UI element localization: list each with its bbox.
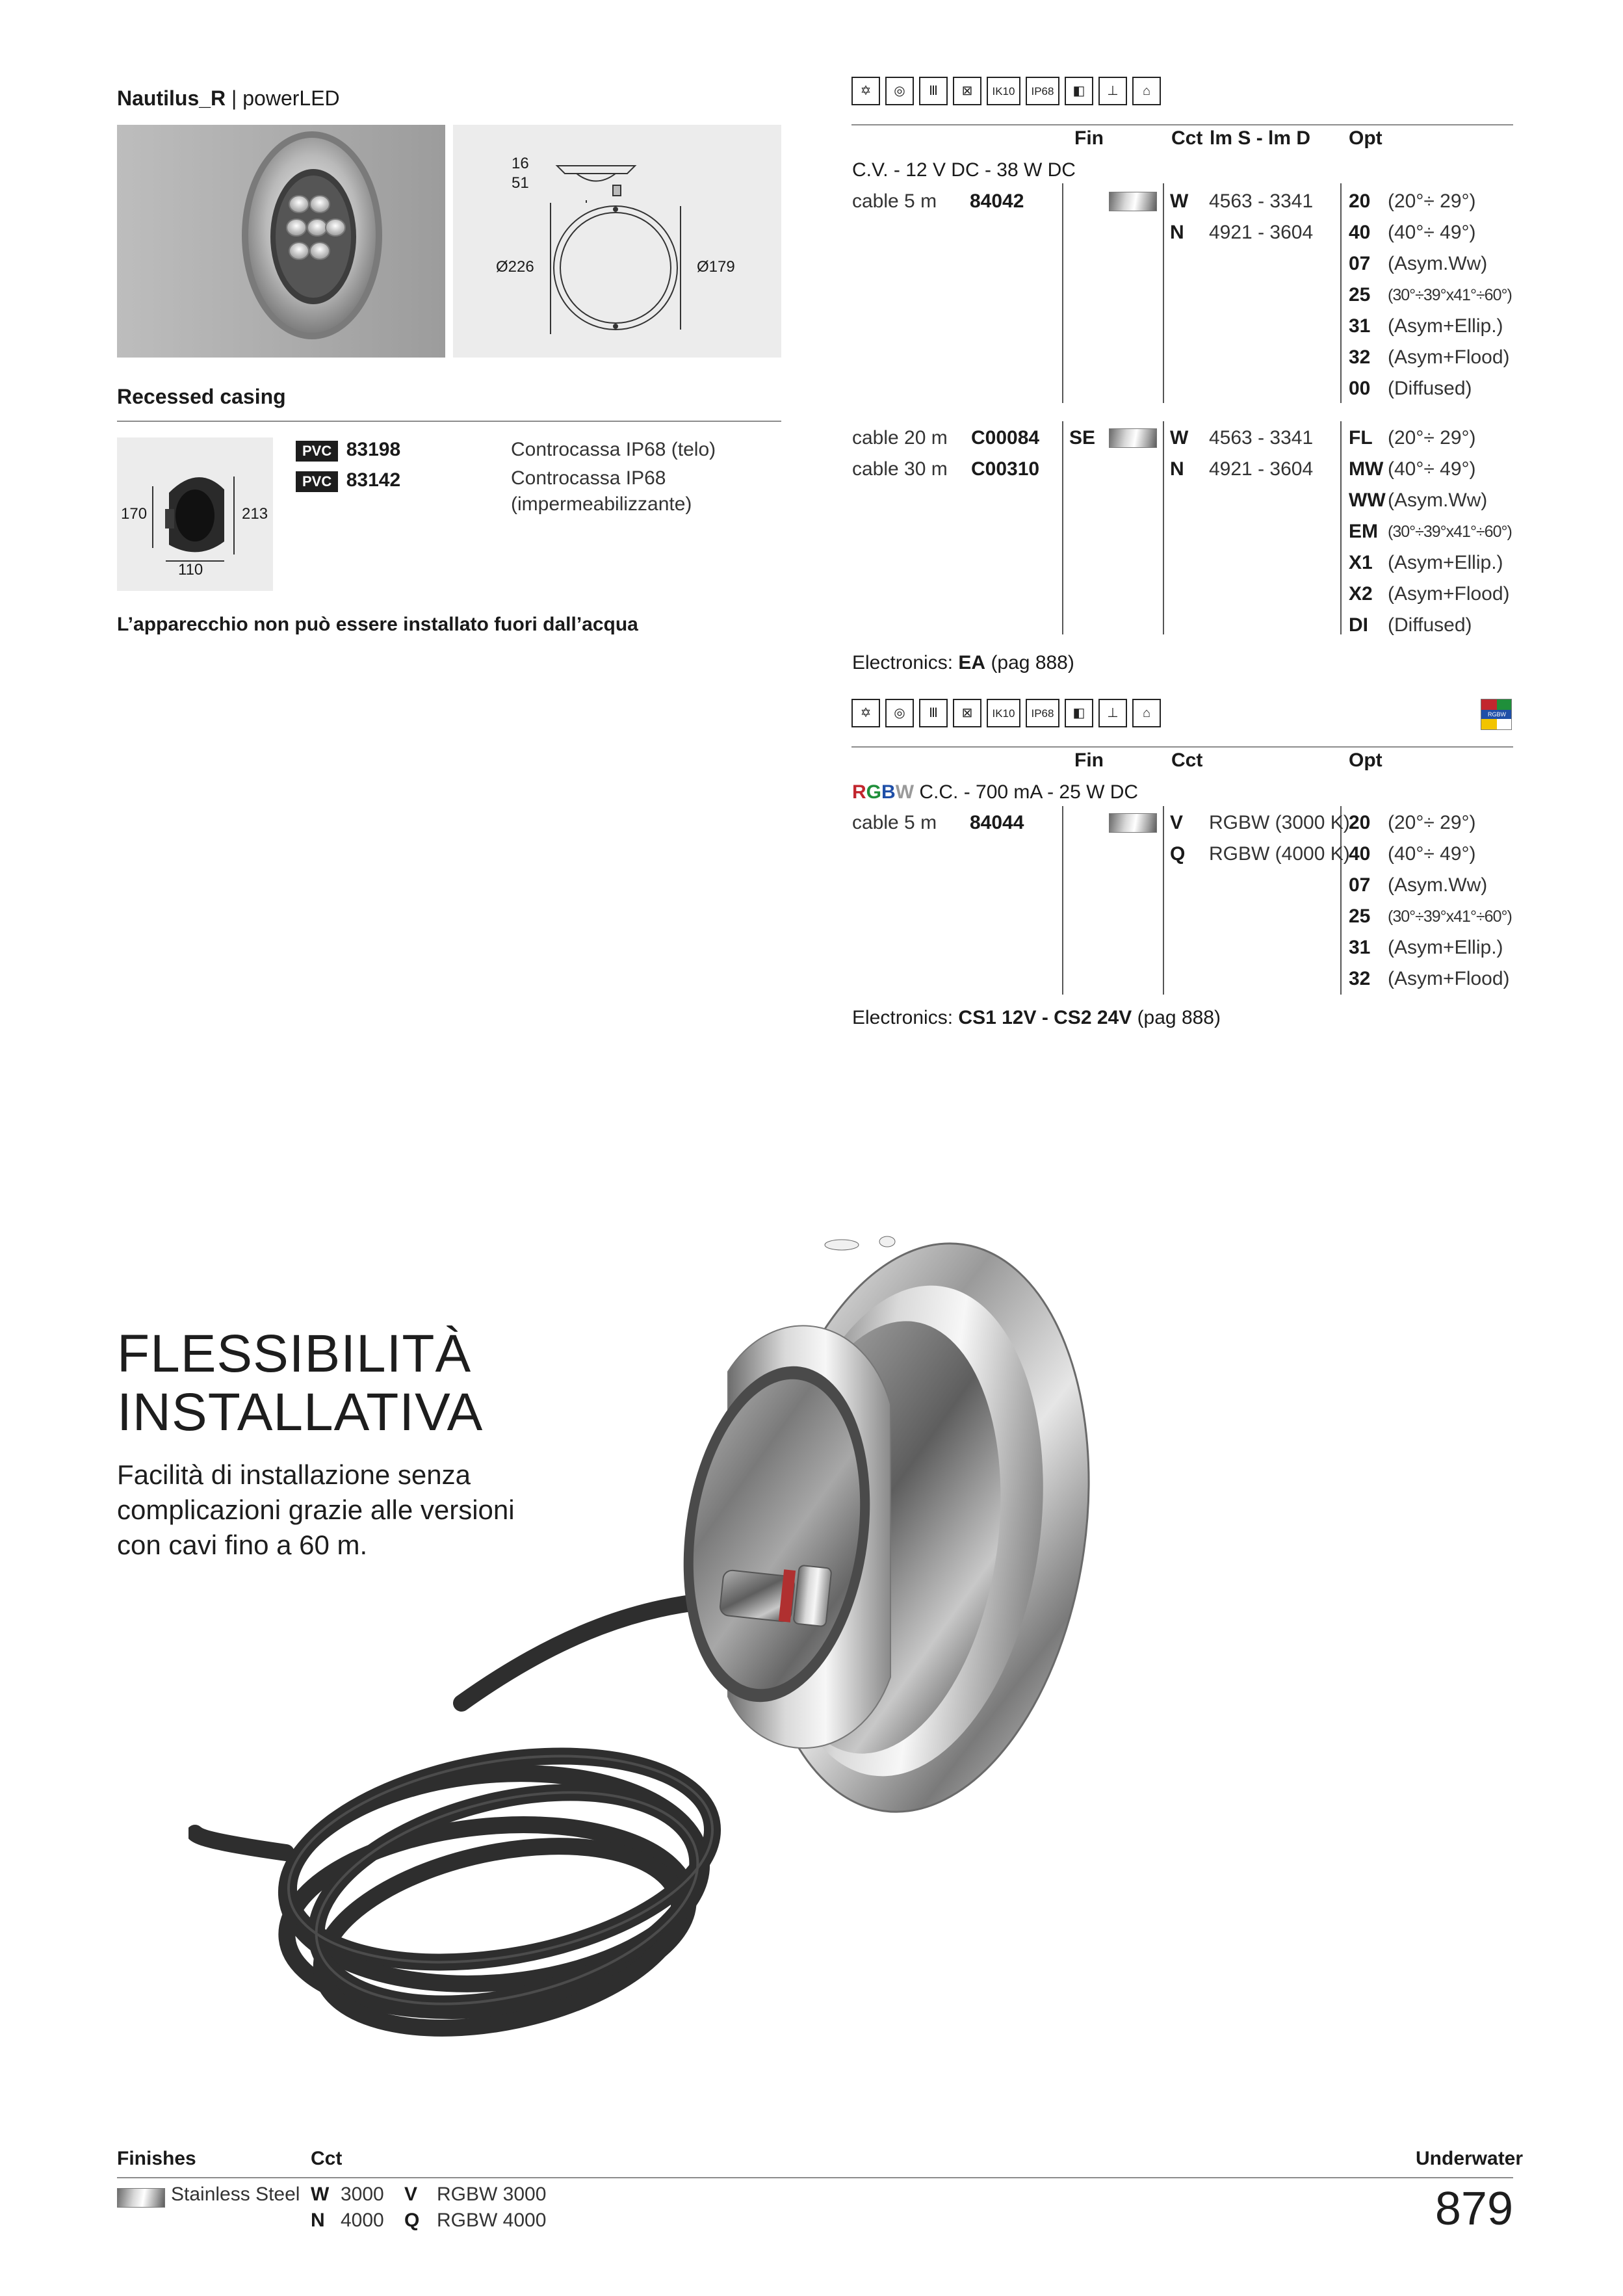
- dim-mid: 51: [512, 174, 529, 192]
- optic-desc: (Asym.Ww): [1388, 253, 1488, 274]
- optic-code: FL: [1349, 427, 1373, 449]
- product-code: 84044: [970, 812, 1024, 833]
- optic-code: 40: [1349, 222, 1371, 243]
- optic-code: 31: [1349, 315, 1371, 337]
- rgbw-icon: [1481, 699, 1512, 730]
- casing-code: 83198: [346, 439, 401, 460]
- page-number: 879: [1435, 2183, 1513, 2235]
- col-separator: [1062, 183, 1063, 403]
- feature-title-line: FLESSIBILITÀ: [117, 1324, 472, 1383]
- optic-row: [1349, 342, 1510, 373]
- cct-code: W: [1170, 190, 1189, 212]
- col-separator: [1163, 806, 1164, 995]
- cct-code: V: [404, 2184, 418, 2205]
- ground-icon: ⊥: [1098, 699, 1127, 727]
- pvc-badge: PVC: [296, 441, 338, 462]
- optic-desc: (Asym+Ellip.): [1388, 937, 1503, 958]
- no-cover-icon: ⊠: [953, 77, 981, 105]
- optic-code: 20: [1349, 190, 1371, 212]
- title-separator: |: [231, 86, 237, 110]
- optic-list: [1349, 186, 1512, 404]
- optic-row: [1349, 547, 1503, 579]
- header-fin: Fin: [1074, 127, 1104, 149]
- col-separator: [1163, 183, 1164, 403]
- rgbw-icon-label: RGBW: [1481, 710, 1512, 719]
- optic-desc: (Asym+Ellip.): [1388, 552, 1503, 573]
- casing-item: [296, 439, 400, 462]
- optic-list: [1349, 807, 1512, 995]
- optic-desc: (Asym.Ww): [1388, 489, 1488, 511]
- col-separator: [1340, 421, 1342, 634]
- optic-code: 07: [1349, 874, 1371, 896]
- optic-code: EM: [1349, 521, 1378, 542]
- optic-code: X1: [1349, 552, 1373, 573]
- recessed-mounting-icon: ◎: [885, 77, 914, 105]
- casing-desc-line: (impermeabilizzante): [511, 493, 692, 515]
- optic-desc: (40°÷ 49°): [1388, 458, 1476, 480]
- optic-row: [1349, 870, 1488, 901]
- cct-code: V: [1170, 812, 1184, 833]
- recessed-casing-title: Recessed casing: [117, 385, 286, 408]
- supply-spec: C.V. - 12 V DC - 38 W DC: [852, 159, 1076, 181]
- electronics-page: (pag 888): [991, 652, 1074, 673]
- casing-code: 83142: [346, 469, 401, 491]
- star-class-icon: ✡: [851, 699, 880, 727]
- beam-icon: ◧: [1065, 77, 1093, 105]
- optic-code: MW: [1349, 458, 1384, 480]
- finish-name: Stainless Steel: [171, 2184, 300, 2205]
- cct-code: N: [1170, 458, 1184, 480]
- header-cct: Cct: [1171, 127, 1203, 149]
- finishes-label: Finishes: [117, 2148, 196, 2169]
- cct-code: W: [1170, 427, 1189, 449]
- optic-row: [1349, 454, 1476, 485]
- cct-value: RGBW 3000: [437, 2184, 547, 2205]
- optic-row: [1349, 485, 1488, 516]
- class-iii-icon: Ⅲ: [919, 77, 948, 105]
- class-iii-icon: Ⅲ: [919, 699, 948, 727]
- cct-lumen: 4563 - 3341: [1209, 427, 1314, 449]
- stainless-finish-swatch: [1109, 192, 1157, 211]
- ik10-icon: IK10: [987, 77, 1020, 105]
- product-code: 84042: [970, 190, 1024, 212]
- recessed-rule: [117, 421, 781, 422]
- optic-row: [1349, 839, 1476, 870]
- cct-desc: RGBW (4000 K): [1209, 843, 1350, 865]
- technical-drawing: [453, 125, 781, 358]
- optic-desc: (20°÷ 29°): [1388, 427, 1476, 449]
- optic-desc: (30°÷39°x41°÷60°): [1388, 907, 1512, 926]
- optic-code: X2: [1349, 583, 1373, 605]
- electronics-label: Electronics:: [852, 1007, 954, 1028]
- casing-item: [296, 469, 400, 492]
- feature-body-line: con cavi fino a 60 m.: [117, 1530, 368, 1560]
- optic-code: 25: [1349, 906, 1371, 927]
- cct-code: Q: [404, 2210, 420, 2231]
- code-list: [971, 423, 1039, 485]
- icon-row-2: [851, 699, 1161, 727]
- cct-list: [1170, 807, 1350, 870]
- optic-row: [1349, 610, 1472, 641]
- optic-row: [1349, 373, 1472, 404]
- electronics-line: [852, 647, 1074, 679]
- casing-desc: [511, 465, 692, 517]
- house-icon: ⌂: [1132, 77, 1161, 105]
- optic-desc: (Diffused): [1388, 614, 1472, 636]
- optic-desc: (30°÷39°x41°÷60°): [1388, 286, 1512, 304]
- dim-top: 16: [512, 155, 529, 172]
- icon-row-1: [851, 77, 1161, 105]
- stainless-finish-swatch: [1109, 813, 1157, 833]
- optic-row: [1349, 186, 1476, 217]
- electronics-page: (pag 888): [1137, 1007, 1221, 1028]
- footer-rule: [117, 2177, 1513, 2178]
- header-lm: lm S - lm D: [1210, 127, 1311, 149]
- dim-right-diameter: Ø179: [697, 258, 735, 276]
- stainless-finish-swatch: [117, 2188, 165, 2208]
- optic-row: [1349, 963, 1510, 995]
- optic-code: WW: [1349, 489, 1386, 511]
- ik10-icon: IK10: [987, 699, 1020, 727]
- electronics-value: EA: [958, 652, 986, 673]
- col-separator: [1062, 421, 1063, 634]
- section-label: Underwater: [1416, 2148, 1524, 2169]
- finish-code: SE: [1069, 427, 1096, 449]
- cct-desc: RGBW (3000 K): [1209, 812, 1350, 833]
- optic-row: [1349, 311, 1503, 342]
- cable-length: cable 5 m: [852, 190, 937, 212]
- optic-code: 32: [1349, 968, 1371, 989]
- product-line: powerLED: [242, 86, 340, 110]
- product-hero-image: [188, 1144, 1163, 2100]
- optic-code: 00: [1349, 378, 1371, 399]
- supply-spec: RGBW C.C. - 700 mA - 25 W DC: [852, 781, 1139, 803]
- feature-title-line: INSTALLATIVA: [117, 1383, 484, 1442]
- electronics-value: CS1 12V - CS2 24V: [958, 1007, 1132, 1028]
- feature-body-line: Facilità di installazione senza: [117, 1459, 471, 1490]
- cct-lumen: 4563 - 3341: [1209, 190, 1314, 212]
- optic-code: 31: [1349, 937, 1371, 958]
- pvc-badge: PVC: [296, 471, 338, 492]
- header-fin: Fin: [1074, 750, 1104, 771]
- casing-dim-height: 170: [121, 505, 148, 523]
- cct-lumen: 4921 - 3604: [1209, 222, 1314, 243]
- optic-code: 25: [1349, 284, 1371, 306]
- cct-code: W: [311, 2184, 330, 2205]
- col-separator: [1062, 806, 1063, 995]
- table2-top-rule: [851, 746, 1513, 748]
- cable-length: cable 20 m: [852, 427, 948, 449]
- optic-desc: (Asym+Flood): [1388, 583, 1510, 605]
- recessed-mounting-icon: ◎: [885, 699, 914, 727]
- ip68-icon: IP68: [1026, 77, 1059, 105]
- cct-lumen: 4921 - 3604: [1209, 458, 1314, 480]
- casing-drawing: [117, 437, 273, 591]
- cct-value: 3000: [341, 2184, 384, 2205]
- col-separator: [1163, 421, 1164, 634]
- feature-body-line: complicazioni grazie alle versioni: [117, 1494, 515, 1525]
- cct-value: 4000: [341, 2210, 384, 2231]
- stainless-finish-swatch: [1109, 428, 1157, 448]
- col-separator: [1340, 183, 1342, 403]
- optic-row: [1349, 217, 1476, 248]
- casing-dim-width: 110: [178, 561, 203, 579]
- product-code: C00084: [971, 427, 1040, 449]
- product-name: Nautilus_R: [117, 86, 226, 110]
- beam-icon: ◧: [1065, 699, 1093, 727]
- dim-left-diameter: Ø226: [496, 258, 534, 276]
- cct-code: Q: [1170, 843, 1186, 865]
- optic-row: [1349, 579, 1510, 610]
- optic-code: 20: [1349, 812, 1371, 833]
- cct-list: [1170, 423, 1314, 485]
- optic-row: [1349, 423, 1476, 454]
- optic-code: DI: [1349, 614, 1368, 636]
- optic-row: [1349, 807, 1476, 839]
- optic-code: 07: [1349, 253, 1371, 274]
- cct-code: N: [1170, 222, 1184, 243]
- footer-cct-table: [311, 2182, 547, 2234]
- optic-desc: (Diffused): [1388, 378, 1472, 399]
- optic-row: [1349, 932, 1503, 963]
- product-title: [117, 86, 340, 111]
- electronics-line: [852, 1002, 1221, 1034]
- electronics-label: Electronics:: [852, 652, 954, 673]
- optic-code: 40: [1349, 843, 1371, 865]
- casing-desc: Controcassa IP68 (telo): [511, 439, 716, 460]
- header-opt: Opt: [1349, 750, 1383, 771]
- cable-length: cable 5 m: [852, 812, 937, 833]
- no-cover-icon: ⊠: [953, 699, 981, 727]
- optic-desc: (Asym.Ww): [1388, 874, 1488, 896]
- cct-code: N: [311, 2210, 325, 2231]
- optic-row: [1349, 901, 1512, 932]
- casing-desc-line: Controcassa IP68: [511, 467, 666, 489]
- optic-desc: (Asym+Flood): [1388, 968, 1510, 989]
- optic-row: [1349, 280, 1512, 311]
- header-cct: Cct: [1171, 750, 1203, 771]
- optic-desc: (40°÷ 49°): [1388, 843, 1476, 865]
- supply-spec-rest: C.C. - 700 mA - 25 W DC: [919, 781, 1139, 803]
- optic-code: 32: [1349, 346, 1371, 368]
- ground-icon: ⊥: [1098, 77, 1127, 105]
- installation-note: L’apparecchio non può essere installato fuori dall’acqua: [117, 614, 638, 635]
- footer-cct-label: Cct: [311, 2148, 343, 2169]
- cable-list: [852, 423, 948, 485]
- product-photo: [117, 125, 445, 358]
- cable-length: cable 30 m: [852, 458, 948, 480]
- optic-desc: (30°÷39°x41°÷60°): [1388, 523, 1512, 541]
- optic-list: [1349, 423, 1512, 641]
- product-code: C00310: [971, 458, 1040, 480]
- header-opt: Opt: [1349, 127, 1383, 149]
- optic-desc: (Asym+Ellip.): [1388, 315, 1503, 337]
- cct-list: [1170, 186, 1314, 248]
- optic-desc: (Asym+Flood): [1388, 346, 1510, 368]
- optic-row: [1349, 516, 1512, 547]
- star-class-icon: ✡: [851, 77, 880, 105]
- optic-desc: (20°÷ 29°): [1388, 190, 1476, 212]
- optic-desc: (40°÷ 49°): [1388, 222, 1476, 243]
- optic-desc: (20°÷ 29°): [1388, 812, 1476, 833]
- ip68-icon: IP68: [1026, 699, 1059, 727]
- table1-top-rule: [851, 124, 1513, 125]
- house-icon: ⌂: [1132, 699, 1161, 727]
- optic-row: [1349, 248, 1488, 280]
- cct-value: RGBW 4000: [437, 2210, 547, 2231]
- casing-dim-height-2: 213: [242, 505, 268, 523]
